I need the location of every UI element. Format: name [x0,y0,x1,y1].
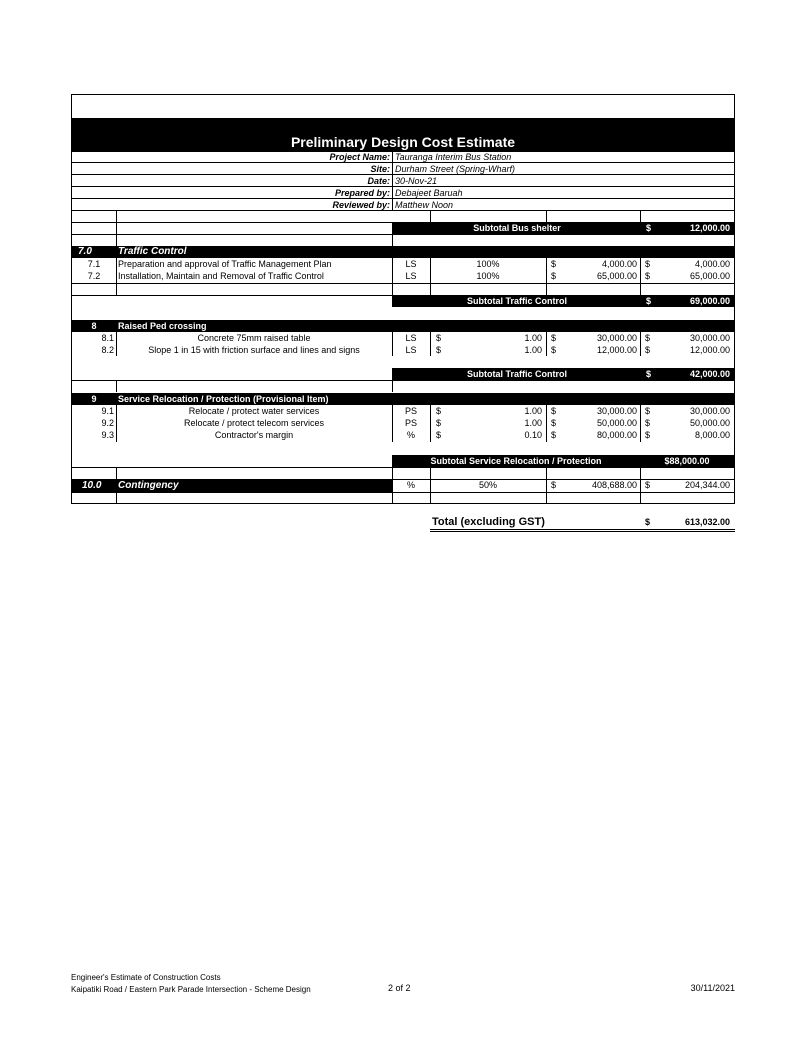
item-unit: LS [405,271,417,281]
item-rate-currency: $ [551,406,557,416]
reviewed-by-label: Reviewed by: [332,200,390,210]
item-rate: 65,000.00 [596,271,637,281]
item-quantity: 1.00 [524,333,542,343]
item-rate: 50,000.00 [596,418,637,428]
prepared-by-value: Debajeet Baruah [395,188,463,198]
item-description: Relocate / protect water services [188,406,320,416]
item-number: 9.2 [101,418,114,428]
contingency-amount-currency: $ [645,480,651,490]
project-name-value: Tauranga Interim Bus Station [395,152,512,162]
section-9-number: 9 [91,394,97,404]
item-unit: % [406,430,415,440]
item-quantity: 1.00 [524,418,542,428]
subtotal-raised-ped-amount: 42,000.00 [689,369,730,379]
item-description: Relocate / protect telecom services [183,418,325,428]
item-rate: 30,000.00 [596,333,637,343]
subtotal-raised-ped-label: Subtotal Traffic Control [467,369,567,379]
item-quantity: 1.00 [524,406,542,416]
item-quantity-currency: $ [436,345,442,355]
item-rate-currency: $ [551,271,557,281]
item-number: 7.1 [87,259,101,269]
item-amount: 8,000.00 [694,430,730,440]
item-amount-currency: $ [645,333,651,343]
item-amount: 30,000.00 [689,333,730,343]
item-number: 8.1 [101,333,114,343]
section-7-title: Traffic Control [118,246,187,257]
item-description: Installation, Maintain and Removal of Traffic Control [118,271,324,281]
subtotal-raised-ped-currency: $ [646,369,652,379]
item-number: 9.1 [101,406,114,416]
item-amount-currency: $ [645,418,651,428]
section-8-title: Raised Ped crossing [118,321,207,331]
item-rate-currency: $ [551,430,557,440]
total-currency: $ [645,517,651,527]
section-10-number: 10.0 [82,480,102,491]
footer-date: 30/11/2021 [690,983,735,993]
subtotal-service-relocation-amount: $88,000.00 [664,456,710,466]
item-quantity: 100% [476,271,500,281]
footer-doc-title: Engineer's Estimate of Construction Costs [71,973,221,982]
section-7-number: 7.0 [78,246,92,257]
contingency-unit: % [406,480,415,490]
item-unit: PS [404,406,417,416]
contingency-rate-currency: $ [551,480,557,490]
item-quantity: 100% [476,259,500,269]
item-quantity-currency: $ [436,430,442,440]
footer-page-number: 2 of 2 [388,983,411,993]
item-rate-currency: $ [551,259,557,269]
item-quantity-currency: $ [436,406,442,416]
date-value: 30-Nov-21 [395,176,438,186]
item-number: 9.3 [101,430,114,440]
item-amount-currency: $ [645,271,651,281]
total-label: Total (excluding GST) [432,516,545,528]
section-8-number: 8 [91,321,97,331]
item-unit: LS [405,345,417,355]
section-9-title: Service Relocation / Protection (Provisional Item) [118,394,329,404]
item-rate-currency: $ [551,418,557,428]
item-unit: LS [405,333,417,343]
item-description: Contractor's margin [214,430,294,440]
item-amount-currency: $ [645,406,651,416]
item-quantity: 0.10 [524,430,542,440]
item-rate: 80,000.00 [596,430,637,440]
item-unit: PS [404,418,417,428]
item-amount-currency: $ [645,259,651,269]
section-10-title: Contingency [118,480,179,491]
project-name-label: Project Name: [329,152,390,162]
item-description: Preparation and approval of Traffic Management Plan [118,259,332,269]
item-amount: 65,000.00 [689,271,730,281]
subtotal-bus-shelter-currency: $ [646,223,652,233]
contingency-quantity: 50% [478,480,497,490]
date-label: Date: [367,176,390,186]
subtotal-service-relocation-label: Subtotal Service Relocation / Protection [430,456,602,466]
contingency-amount: 204,344.00 [684,480,730,490]
prepared-by-label: Prepared by: [334,188,390,198]
contingency-rate: 408,688.00 [591,480,637,490]
item-amount: 50,000.00 [689,418,730,428]
total-amount: 613,032.00 [684,517,730,527]
item-rate-currency: $ [551,345,557,355]
item-amount: 12,000.00 [689,345,730,355]
item-amount: 30,000.00 [689,406,730,416]
item-number: 7.2 [87,271,101,281]
total-double-underline [430,531,735,532]
site-label: Site: [370,164,390,174]
item-rate: 30,000.00 [596,406,637,416]
item-amount-currency: $ [645,345,651,355]
item-amount-currency: $ [645,430,651,440]
reviewed-by-value: Matthew Noon [395,200,454,210]
item-rate-currency: $ [551,333,557,343]
item-quantity-currency: $ [436,333,442,343]
item-amount: 4,000.00 [694,259,730,269]
item-description: Concrete 75mm raised table [197,333,311,343]
site-value: Durham Street (Spring-Wharf) [395,164,516,174]
item-number: 8.2 [101,345,114,355]
subtotal-bus-shelter-label: Subtotal Bus shelter [473,223,561,233]
subtotal-traffic-control-amount: 69,000.00 [689,296,730,306]
item-quantity-currency: $ [436,418,442,428]
item-quantity: 1.00 [524,345,542,355]
item-rate: 4,000.00 [601,259,637,269]
subtotal-bus-shelter-amount: 12,000.00 [689,223,730,233]
item-description: Slope 1 in 15 with friction surface and lines and signs [148,345,360,355]
subtotal-traffic-control-currency: $ [646,296,652,306]
item-unit: LS [405,259,417,269]
item-rate: 12,000.00 [596,345,637,355]
subtotal-traffic-control-label: Subtotal Traffic Control [467,296,567,306]
page-title: Preliminary Design Cost Estimate [290,134,516,150]
footer-project: Kaipatiki Road / Eastern Park Parade Intersection - Scheme Design [71,985,311,994]
total-underline [430,529,735,530]
